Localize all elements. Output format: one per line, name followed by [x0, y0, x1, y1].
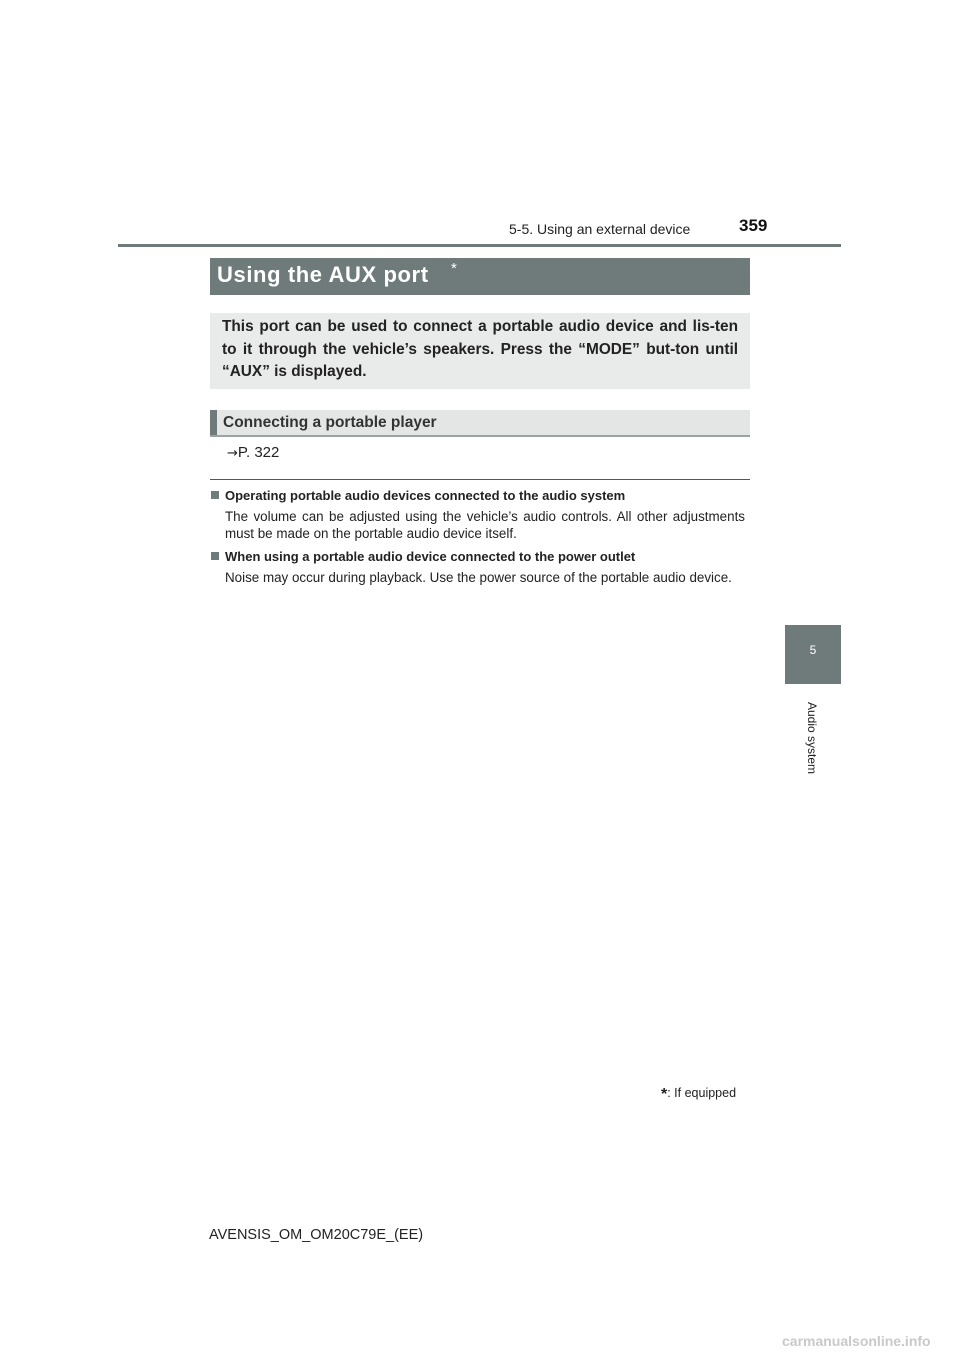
- page-number: 359: [739, 216, 768, 235]
- note-heading: [211, 488, 625, 503]
- section-title-bar: [210, 258, 750, 295]
- note-body: Noise may occur during playback. Use the power source of the portable audio device.: [225, 570, 732, 585]
- header-rule: [118, 244, 841, 247]
- subsection-title: Connecting a portable player: [223, 414, 437, 431]
- header-section-title: 5-5. Using an external device: [509, 221, 691, 237]
- subsection-header: [210, 410, 750, 435]
- square-bullet-icon: [211, 491, 219, 499]
- note-body: The volume can be adjusted using the vehicle’s audio controls. All other adjustments must be made on the portable audio device itself.: [225, 509, 745, 541]
- subsection-rule: [210, 435, 750, 437]
- chapter-number: 5: [809, 643, 817, 657]
- arrow-icon: →: [227, 446, 238, 461]
- section-title: Using the AUX port: [217, 262, 429, 287]
- watermark: carmanualsonline.info: [782, 1333, 931, 1349]
- document-code: AVENSIS_OM_OM20C79E_(EE): [209, 1227, 424, 1243]
- note-heading-text: When using a portable audio device connected to the power outlet: [225, 549, 636, 564]
- page-reference[interactable]: [227, 444, 279, 461]
- page-reference-text: P. 322: [237, 444, 280, 461]
- if-equipped-marker: *: [451, 260, 457, 277]
- subsection-accent: [210, 410, 217, 437]
- notes-divider: [210, 479, 750, 480]
- asterisk-icon: *: [661, 1086, 668, 1103]
- square-bullet-icon: [211, 552, 219, 560]
- note-heading: [211, 549, 635, 564]
- footnote-text: : If equipped: [667, 1086, 737, 1100]
- intro-text: This port can be used to connect a portable audio device and lis-ten to it through the vehicle’s speakers. Press the “MODE” but-ton until “AUX” is displayed.: [222, 318, 738, 380]
- footnote: [661, 1086, 736, 1104]
- intro-box: [210, 313, 750, 389]
- note-heading-text: Operating portable audio devices connected to the audio system: [225, 488, 626, 503]
- chapter-title: Audio system: [805, 701, 819, 775]
- chapter-tab: [785, 625, 841, 684]
